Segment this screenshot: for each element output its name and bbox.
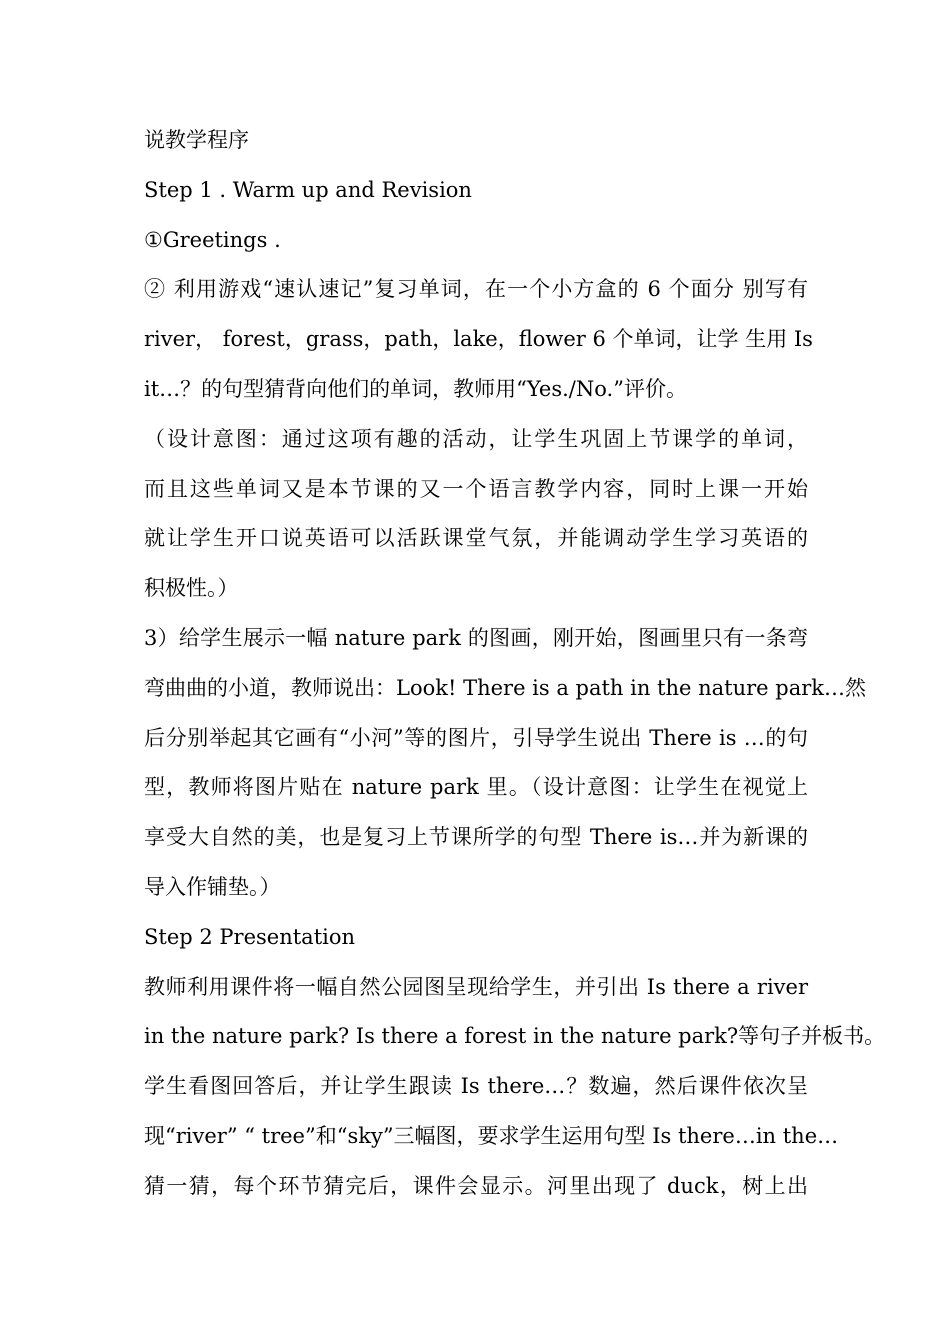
paragraph-line: in the nature park? Is there a forest in the nature park?等句子并板书。 bbox=[144, 1024, 886, 1049]
paragraph-line: （设计意图：通过这项有趣的活动，让学生巩固上节课学的单词， bbox=[144, 426, 808, 451]
paragraph-line: ② 利用游戏“速认速记”复习单词，在一个小方盒的 6 个面分 别写有 bbox=[144, 277, 808, 302]
paragraph-line: river， forest，grass，path，lake，flower 6 个单词，让学 生用 Is bbox=[144, 327, 813, 352]
paragraph-line: 弯曲曲的小道，教师说出：Look! There is a path in the nature park…然 bbox=[144, 675, 866, 700]
paragraph-line: 导入作铺垫。） bbox=[144, 874, 281, 899]
paragraph-line: 猜一猜，每个环节猜完后，课件会显示。河里出现了 duck，树上出 bbox=[144, 1173, 808, 1198]
step-2-heading: Step 2 Presentation bbox=[144, 924, 356, 949]
paragraph-line: 教师利用课件将一幅自然公园图呈现给学生，并引出 Is there a river bbox=[144, 974, 808, 999]
paragraph-line: 学生看图回答后，并让学生跟读 Is there…？数遍，然后课件依次呈 bbox=[144, 1074, 808, 1099]
step-1-heading: Step 1 . Warm up and Revision bbox=[144, 177, 472, 202]
paragraph-line: it…？的句型猜背向他们的单词，教师用“Yes./No.”评价。 bbox=[144, 376, 687, 401]
paragraph-line: 3）给学生展示一幅 nature park 的图画，刚开始，图画里只有一条弯 bbox=[144, 625, 808, 650]
document-body bbox=[144, 116, 886, 1212]
paragraph-line: 而且这些单词又是本节课的又一个语言教学内容，同时上课一开始 bbox=[144, 476, 808, 501]
paragraph-line: 现“river” “ tree”和“sky”三幅图，要求学生运用句型 Is there…in the… bbox=[144, 1123, 839, 1148]
paragraph-line: 积极性。） bbox=[144, 576, 239, 601]
paragraph-line: 就让学生开口说英语可以活跃课堂气氛，并能调动学生学习英语的 bbox=[144, 526, 808, 551]
greetings-item: ①Greetings . bbox=[144, 227, 281, 252]
paragraph-line: 享受大自然的美，也是复习上节课所学的句型 There is…并为新课的 bbox=[144, 825, 808, 850]
paragraph-line: 后分别举起其它画有“小河”等的图片，引导学生说出 There is …的句 bbox=[144, 725, 808, 750]
document-title: 说教学程序 bbox=[144, 128, 249, 152]
paragraph-line: 型，教师将图片贴在 nature park 里。（设计意图：让学生在视觉上 bbox=[144, 775, 808, 800]
